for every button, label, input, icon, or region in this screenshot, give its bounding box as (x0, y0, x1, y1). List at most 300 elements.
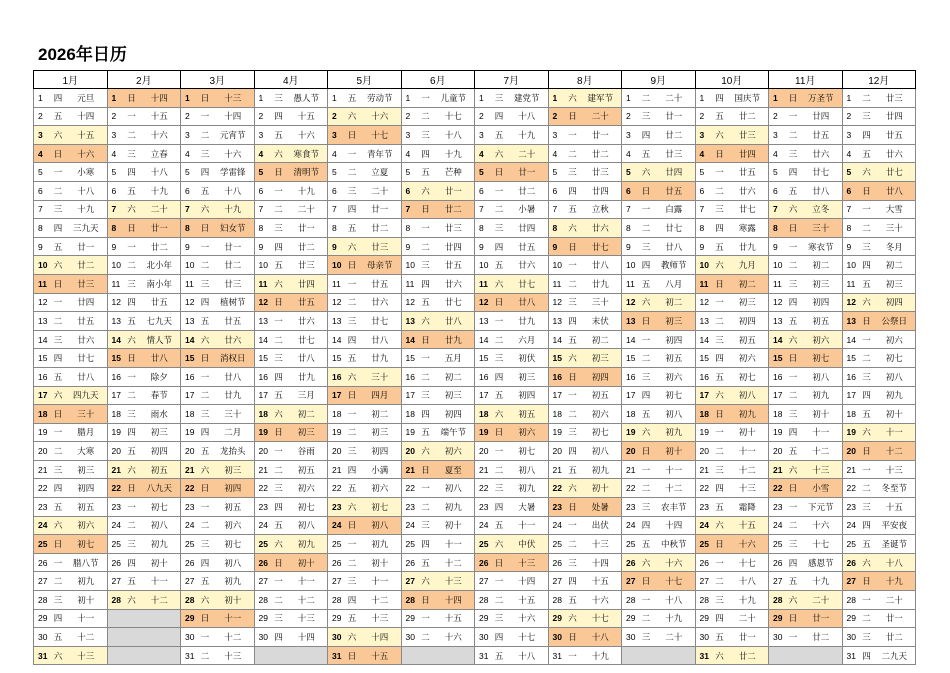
day-cell (842, 405, 916, 424)
weekday-label: 二 (347, 427, 357, 438)
day-number: 30 (479, 632, 489, 643)
weekday-label: 五 (568, 204, 577, 215)
lunar-label: 霜降 (738, 501, 756, 512)
day-cell (548, 237, 622, 256)
lunar-label: 十一 (444, 539, 462, 550)
weekday-label: 日 (274, 167, 283, 178)
day-number: 22 (699, 483, 709, 494)
lunar-label: 初九 (518, 483, 536, 494)
day-cell (548, 89, 622, 108)
weekday-label: 五 (53, 241, 63, 252)
lunar-label: 十三 (297, 613, 315, 624)
lunar-label: 廿六 (297, 315, 315, 326)
day-cell (34, 126, 108, 145)
lunar-label: 八月 (665, 278, 683, 289)
lunar-label: 劳动节 (366, 92, 393, 103)
day-number: 2 (846, 111, 852, 122)
day-number: 1 (773, 92, 778, 103)
lunar-label: 十二 (150, 594, 168, 605)
lunar-label: 廿六 (77, 334, 95, 345)
lunar-label: 立冬 (812, 204, 830, 215)
day-number: 24 (111, 520, 121, 531)
weekday-label: 一 (53, 167, 63, 178)
day-number: 22 (846, 483, 856, 494)
day-number: 31 (699, 650, 709, 661)
day-cell (401, 553, 475, 572)
day-number: 12 (626, 297, 636, 308)
day-cell (475, 274, 549, 293)
day-cell (548, 442, 622, 461)
lunar-label: 廿七 (738, 204, 756, 215)
day-number: 4 (111, 148, 117, 159)
day-number: 12 (773, 297, 783, 308)
weekday-label: 四 (421, 278, 430, 289)
day-cell (401, 609, 475, 628)
day-number: 11 (773, 278, 782, 289)
weekday-label: 四 (862, 650, 871, 661)
day-cell (622, 89, 696, 108)
weekday-label: 一 (715, 427, 724, 438)
weekday-label: 三 (53, 204, 63, 215)
lunar-label: 廿七 (444, 297, 462, 308)
day-cell (401, 479, 475, 498)
weekday-label: 五 (494, 650, 504, 661)
weekday-label: 四 (568, 446, 577, 457)
weekday-label: 二 (568, 539, 577, 550)
day-number: 2 (258, 111, 264, 122)
weekday-label: 一 (568, 390, 577, 401)
weekday-label: 五 (274, 520, 283, 531)
day-number: 30 (699, 632, 709, 643)
day-cell (475, 312, 549, 331)
weekday-label: 五 (127, 315, 136, 326)
weekday-label: 日 (200, 222, 210, 233)
lunar-label: 十一 (224, 613, 242, 624)
day-number: 30 (258, 632, 268, 643)
day-number: 13 (699, 315, 709, 326)
day-cell (107, 293, 181, 312)
weekday-label: 四 (494, 371, 504, 382)
day-cell (842, 107, 916, 126)
lunar-label: 廿八 (77, 371, 95, 382)
month-header: 10月 (695, 71, 769, 89)
weekday-label: 五 (494, 390, 504, 401)
day-cell (842, 293, 916, 312)
day-number: 18 (405, 408, 415, 419)
weekday-label: 三 (568, 297, 577, 308)
weekday-label: 二 (715, 315, 724, 326)
lunar-label: 春节 (150, 390, 168, 401)
day-number: 24 (479, 520, 489, 531)
lunar-label: 廿八 (518, 297, 536, 308)
lunar-label: 初三 (518, 371, 536, 382)
day-cell (401, 386, 475, 405)
day-cell (107, 274, 181, 293)
lunar-label: 十五 (77, 129, 95, 140)
day-number: 9 (111, 241, 117, 252)
weekday-label: 一 (421, 222, 430, 233)
weekday-label: 日 (641, 315, 651, 326)
weekday-label: 二 (568, 278, 577, 289)
day-cell (34, 553, 108, 572)
lunar-label: 清明节 (293, 167, 319, 178)
weekday-label: 一 (200, 111, 210, 122)
day-number: 13 (479, 315, 489, 326)
lunar-label: 二九天 (881, 650, 907, 661)
day-cell (107, 107, 181, 126)
weekday-label: 四 (421, 148, 430, 159)
lunar-label: 十四 (297, 632, 315, 643)
weekday-label: 二 (715, 185, 724, 196)
day-cell (695, 386, 769, 405)
day-number: 7 (258, 204, 264, 215)
weekday-label: 四 (862, 129, 871, 140)
lunar-label: 十二 (444, 557, 462, 568)
day-number: 19 (552, 427, 562, 438)
day-cell (769, 386, 843, 405)
day-cell (769, 535, 843, 554)
day-cell (401, 591, 475, 610)
day-number: 7 (38, 204, 43, 215)
lunar-label: 十三 (738, 483, 756, 494)
weekday-label: 六 (347, 632, 357, 643)
weekday-label: 一 (788, 501, 798, 512)
day-number: 19 (111, 427, 121, 438)
day-number: 23 (258, 501, 268, 512)
weekday-label: 日 (788, 222, 798, 233)
day-number: 16 (111, 371, 121, 382)
day-number: 21 (38, 464, 48, 475)
weekday-label: 一 (568, 520, 577, 531)
day-cell (695, 312, 769, 331)
lunar-label: 八九天 (146, 483, 172, 494)
day-number: 19 (405, 427, 415, 438)
day-number: 29 (258, 613, 268, 624)
day-cell (107, 386, 181, 405)
lunar-label: 廿三 (224, 278, 242, 289)
day-number: 23 (773, 501, 783, 512)
lunar-label: 初三 (224, 464, 242, 475)
day-number: 17 (405, 390, 415, 401)
lunar-label: 十八 (885, 557, 903, 568)
day-number: 19 (332, 427, 342, 438)
day-number: 20 (552, 446, 562, 457)
month-header: 12月 (842, 71, 916, 89)
day-number: 9 (479, 241, 484, 252)
day-number: 15 (479, 353, 489, 364)
day-cell (254, 144, 328, 163)
lunar-label: 初二 (885, 260, 903, 271)
weekday-label: 二 (862, 92, 871, 103)
day-number: 23 (185, 501, 195, 512)
weekday-label: 四 (274, 501, 283, 512)
day-number: 12 (552, 297, 562, 308)
lunar-label: 初九 (591, 464, 609, 475)
day-cell (548, 423, 622, 442)
day-number: 3 (773, 129, 778, 140)
lunar-label: 廿二 (297, 241, 315, 252)
day-cell (842, 498, 916, 517)
lunar-label: 初八 (738, 390, 756, 401)
lunar-label: 十三 (444, 576, 462, 587)
day-cell (842, 200, 916, 219)
weekday-label: 五 (53, 632, 63, 643)
day-cell (842, 553, 916, 572)
day-cell (107, 405, 181, 424)
lunar-label: 廿八 (665, 241, 683, 252)
day-cell (254, 498, 328, 517)
day-cell (769, 367, 843, 386)
day-number: 1 (699, 92, 705, 103)
weekday-label: 三 (715, 464, 724, 475)
weekday-label: 五 (494, 260, 504, 271)
lunar-label: 初四 (812, 297, 830, 308)
weekday-label: 二 (274, 334, 283, 345)
weekday-label: 五 (788, 185, 798, 196)
weekday-label: 一 (568, 129, 577, 140)
day-cell (695, 405, 769, 424)
day-number: 10 (38, 260, 48, 271)
weekday-label: 五 (641, 148, 651, 159)
weekday-label: 六 (127, 334, 136, 345)
day-cell (34, 591, 108, 610)
lunar-label: 廿二 (224, 260, 242, 271)
day-number: 5 (479, 167, 484, 178)
day-cell (548, 126, 622, 145)
weekday-label: 二 (641, 92, 651, 103)
day-number: 12 (479, 297, 489, 308)
day-cell (328, 553, 402, 572)
day-number: 19 (38, 427, 48, 438)
day-cell (842, 144, 916, 163)
day-cell (548, 219, 622, 238)
day-cell (769, 293, 843, 312)
day-cell (401, 89, 475, 108)
lunar-label: 廿二 (885, 632, 903, 643)
lunar-label: 廿一 (738, 632, 756, 643)
lunar-label: 初六 (738, 353, 756, 364)
lunar-label: 初八 (150, 520, 168, 531)
weekday-label: 六 (127, 594, 136, 605)
day-number: 14 (479, 334, 489, 345)
lunar-label: 廿五 (665, 185, 683, 196)
weekday-label: 五 (715, 371, 724, 382)
day-number: 30 (552, 632, 562, 643)
day-cell (548, 646, 622, 665)
day-cell (475, 572, 549, 591)
weekday-label: 日 (568, 632, 577, 643)
day-number: 10 (405, 260, 415, 271)
weekday-label: 四 (715, 483, 724, 494)
weekday-label: 四 (494, 501, 504, 512)
lunar-label: 冬月 (885, 241, 903, 252)
weekday-label: 四 (494, 111, 504, 122)
weekday-label: 四 (641, 129, 651, 140)
day-cell (401, 628, 475, 647)
day-cell (254, 460, 328, 479)
weekday-label: 五 (788, 315, 798, 326)
day-number: 26 (111, 557, 121, 568)
day-cell (401, 312, 475, 331)
weekday-label: 一 (53, 557, 63, 568)
weekday-label: 日 (494, 297, 504, 308)
day-cell (401, 274, 475, 293)
weekday-label: 一 (274, 315, 283, 326)
day-cell (328, 200, 402, 219)
weekday-label: 四 (568, 315, 577, 326)
day-number: 7 (552, 204, 558, 215)
weekday-label: 日 (568, 111, 577, 122)
lunar-label: 十八 (444, 129, 462, 140)
lunar-label: 情人节 (146, 334, 172, 345)
day-cell (622, 163, 696, 182)
day-number: 21 (258, 464, 268, 475)
day-cell (181, 405, 255, 424)
day-number: 8 (773, 222, 778, 233)
lunar-label: 廿五 (371, 278, 389, 289)
lunar-label: 十一 (812, 427, 830, 438)
lunar-label: 妇女节 (219, 222, 246, 233)
day-cell (769, 628, 843, 647)
weekday-label: 二 (274, 204, 283, 215)
day-number: 31 (185, 650, 195, 661)
lunar-label: 初四 (518, 390, 536, 401)
lunar-label: 教师节 (660, 260, 687, 271)
weekday-label: 一 (347, 278, 357, 289)
day-number: 23 (552, 501, 562, 512)
day-cell (475, 367, 549, 386)
day-number: 25 (111, 539, 121, 550)
day-cell (695, 349, 769, 368)
weekday-label: 日 (641, 446, 651, 457)
weekday-label: 二 (494, 334, 504, 345)
weekday-label: 二 (641, 353, 651, 364)
day-number: 27 (405, 576, 415, 587)
weekday-label: 三 (788, 539, 798, 550)
day-number: 24 (773, 520, 783, 531)
day-number: 3 (332, 129, 337, 140)
day-cell (842, 535, 916, 554)
day-number: 11 (111, 278, 121, 289)
weekday-label: 五 (568, 334, 577, 345)
day-cell (475, 535, 549, 554)
weekday-label: 五 (200, 576, 210, 587)
weekday-label: 日 (568, 241, 577, 252)
lunar-label: 初七 (591, 427, 609, 438)
day-cell (475, 628, 549, 647)
day-row (34, 442, 916, 461)
weekday-label: 二 (127, 520, 136, 531)
lunar-label: 四月 (371, 390, 389, 401)
weekday-label: 五 (862, 148, 871, 159)
day-cell (328, 442, 402, 461)
day-cell (328, 274, 402, 293)
weekday-label: 六 (862, 167, 871, 178)
weekday-label: 四 (715, 222, 724, 233)
weekday-label: 一 (788, 241, 798, 252)
weekday-label: 五 (421, 557, 430, 568)
day-cell (475, 219, 549, 238)
day-number: 21 (626, 464, 636, 475)
day-number: 8 (185, 222, 190, 233)
day-cell (548, 274, 622, 293)
lunar-label: 立秋 (591, 204, 609, 215)
day-number: 7 (846, 204, 852, 215)
day-cell (34, 219, 108, 238)
weekday-label: 日 (788, 613, 798, 624)
weekday-label: 一 (127, 241, 136, 252)
lunar-label: 初九 (738, 408, 756, 419)
lunar-label: 龙抬头 (219, 446, 246, 457)
day-number: 4 (479, 148, 484, 159)
day-cell (695, 442, 769, 461)
weekday-label: 六 (421, 315, 430, 326)
day-cell (548, 405, 622, 424)
day-cell (181, 163, 255, 182)
lunar-label: 十二 (371, 594, 389, 605)
day-cell (254, 219, 328, 238)
day-cell (181, 219, 255, 238)
lunar-label: 初五 (77, 501, 95, 512)
weekday-label: 三 (862, 371, 871, 382)
day-number: 7 (699, 204, 705, 215)
day-cell (328, 312, 402, 331)
day-number: 22 (626, 483, 636, 494)
day-number: 25 (258, 539, 268, 550)
weekday-label: 五 (347, 613, 357, 624)
weekday-label: 一 (641, 334, 651, 345)
month-header: 2月 (107, 71, 181, 89)
day-cell (548, 628, 622, 647)
day-number: 30 (38, 632, 48, 643)
weekday-label: 日 (127, 222, 136, 233)
day-cell (548, 200, 622, 219)
day-number: 6 (332, 185, 337, 196)
lunar-label: 初二 (591, 334, 609, 345)
lunar-label: 十六 (297, 129, 315, 140)
day-cell (181, 628, 255, 647)
day-cell (401, 423, 475, 442)
day-number: 24 (552, 520, 562, 531)
lunar-label: 初二 (371, 408, 389, 419)
weekday-label: 三 (641, 371, 651, 382)
day-number: 27 (626, 576, 636, 587)
day-cell (328, 89, 402, 108)
day-cell (548, 144, 622, 163)
weekday-label: 日 (274, 427, 283, 438)
day-cell (695, 498, 769, 517)
day-cell (181, 386, 255, 405)
lunar-label: 廿四 (738, 148, 756, 159)
day-number: 13 (332, 315, 342, 326)
lunar-label: 三十 (371, 371, 389, 382)
weekday-label: 日 (494, 167, 504, 178)
weekday-label: 四 (274, 632, 283, 643)
day-cell (181, 572, 255, 591)
day-cell (548, 553, 622, 572)
day-number: 10 (846, 260, 856, 271)
lunar-label: 廿二 (371, 222, 389, 233)
day-number: 24 (626, 520, 636, 531)
weekday-label: 六 (53, 390, 63, 401)
day-cell (107, 256, 181, 275)
weekday-label: 日 (421, 334, 430, 345)
day-number: 24 (846, 520, 856, 531)
lunar-label: 廿一 (224, 241, 242, 252)
weekday-label: 日 (53, 278, 63, 289)
weekday-label: 六 (53, 129, 63, 140)
day-number: 16 (846, 371, 856, 382)
